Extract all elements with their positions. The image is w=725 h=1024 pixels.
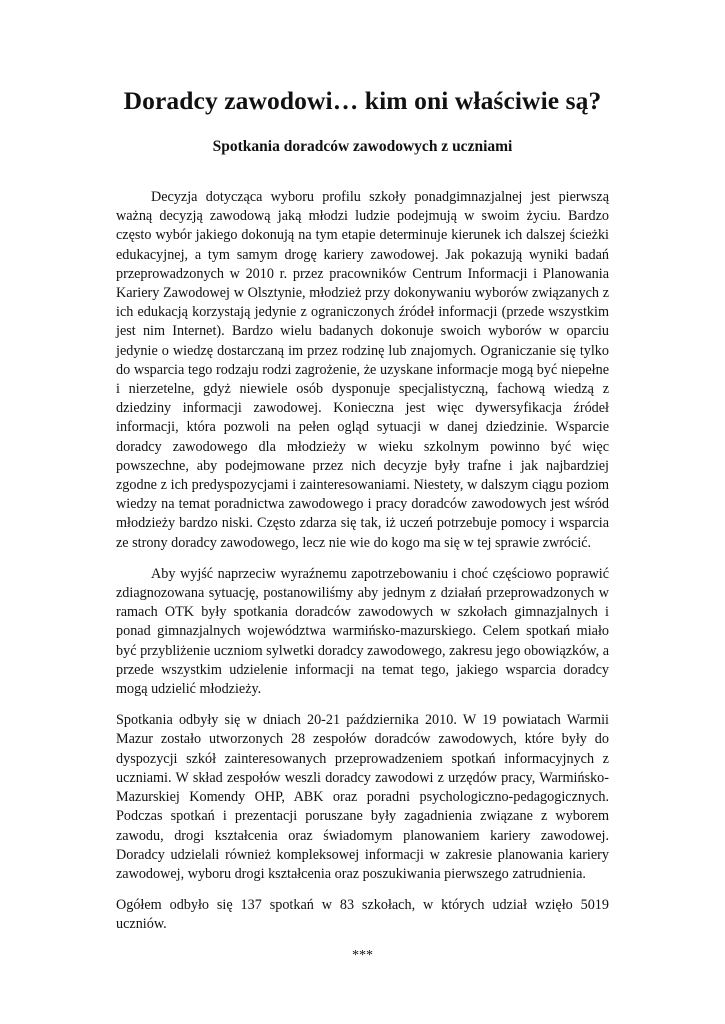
paragraph-summary: Ogółem odbyło się 137 spotkań w 83 szkołach, w których udział wzięło 5019 uczniów. (116, 897, 609, 933)
section-separator: *** (352, 947, 373, 963)
document-page (116, 82, 609, 965)
paragraph-meetings: Spotkania odbyły się w dniach 20-21 października 2010. W 19 powiatach Warmii Mazur zostało utworzonych 28 zespołów doradców zawodowych, które były do dyspozycji szkół zainteresowanych przeprowadzeniem spotkań informacyjnych z uczniami. W skład zespołów weszli doradcy zawodowi z urzędów pracy, Warmińsko-Mazurskiej Komendy OHP, ABK oraz poradni psychologiczno-pedagogicznych. Podczas spotkań i prezentacji poruszane były zagadnienia związane z wyborem zawodu, drogi kształcenia oraz świadomym planowaniem kariery zawodowej. Doradcy udzielali również kompleksowej informacji w zakresie planowania kariery zawodowej, wyboru drogi kształcenia oraz poszukiwania pierwszego zatrudnienia. (116, 712, 609, 882)
document-title: Doradcy zawodowi… kim oni właściwie są? (123, 86, 602, 115)
paragraph-intro: Decyzja dotycząca wyboru profilu szkoły ponadgimnazjalnej jest pierwszą ważną decyzją zawodową jaką młodzi ludzie podejmują w swoim życiu. Bardzo często wybór jakiego dokonują na tym etapie determinuje kierunek ich dalszej ścieżki edukacyjnej, a tym samym drogę kariery zawodowej. Jak pokazują wyniki badań przeprowadzonych w 2010 r. przez pracowników Centrum Informacji i Planowania Kariery Zawodowej w Olsztynie, młodzież przy dokonywaniu wyborów związanych z ich edukacją korzystają jedynie z ograniczonych źródeł informacji (przede wszystkim jest nim Internet). Bardzo wielu badanych dokonuje swoich wyborów w oparciu jedynie o wiedzę dostarczaną im przez rodzinę lub znajomych. Ograniczanie się tylko do wsparcia tego rodzaju rodzi zagrożenie, że uzyskane informacje mogą być niepełne i nierzetelne, gdyż niewiele osób dysponuje specjalistyczną, fachową wiedzą z dziedziny informacji zawodowej. Konieczna jest więc dywersyfikacja źródeł informacji, która pozwoli na pełen ogląd sytuacji w danej dziedzinie. Wsparcie doradcy zawodowego dla młodzieży w wieku szkolnym powinno być więc powszechne, aby podejmowane przez nich decyzje były trafne i jak najbardziej zgodne z ich predyspozycjami i zainteresowaniami. Niestety, w dalszym ciągu poziom wiedzy na temat poradnictwa zawodowego i pracy doradców zawodowych jest wśród młodzieży bardzo niski. Często zdarza się tak, iż uczeń potrzebuje pomocy i wsparcia ze strony doradcy zawodowego, lecz nie wie do kogo ma się w tej sprawie zwrócić. (116, 189, 609, 551)
document-body (116, 188, 609, 935)
paragraph-initiative: Aby wyjść naprzeciw wyraźnemu zapotrzebowaniu i choć częściowo poprawić zdiagnozowana sytuację, postanowiliśmy aby jednym z działań przeprowadzonych w ramach OTK były spotkania doradców zawodowych w szkołach gimnazjalnych i ponad gimnazjalnych województwa warmińsko-mazurskiego. Celem spotkań miało być przybliżenie uczniom sylwetki doradcy zawodowego, zakresu jego obowiązków, a przede wszystkim udzielenie informacji na temat tego, jakiego wsparcia doradcy mogą udzielić młodzieży. (116, 565, 609, 698)
document-subtitle: Spotkania doradców zawodowych z uczniami (212, 138, 513, 155)
